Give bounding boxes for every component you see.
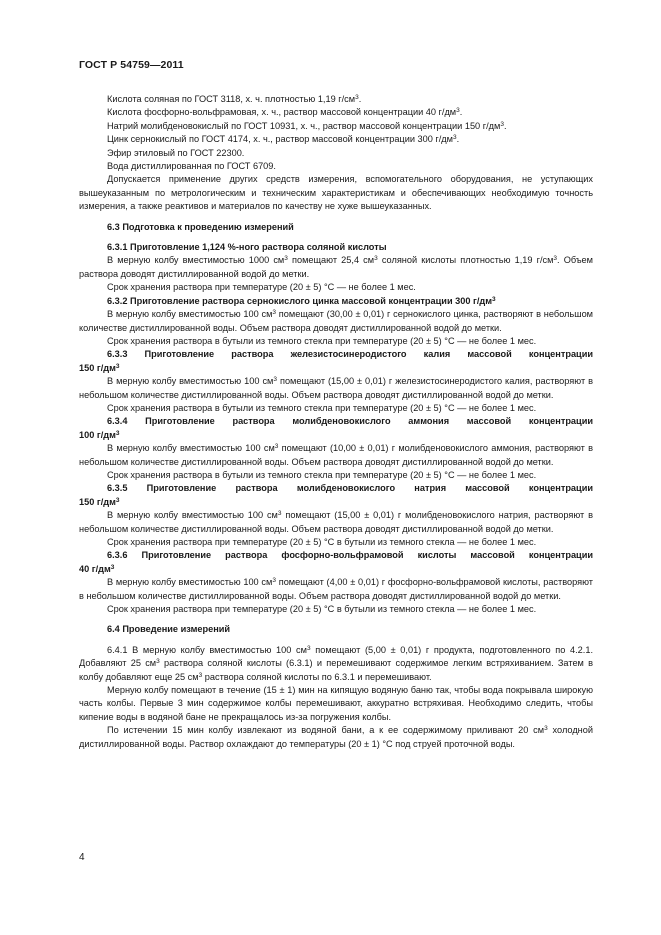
subsection-heading-6-3-6-cont: 40 $г/дм^3$: [79, 563, 115, 574]
reagent-item: Натрий молибденовокислый по ГОСТ 10931, х. ч., раствор массовой концентрации 150 $г/дм^3$.: [107, 120, 507, 131]
document-body: [79, 93, 593, 751]
subsection-heading-6-3-5: 6.3.5 Приготовление раствора молибденовокислого натрия массовой концентрации: [107, 483, 593, 494]
paragraph: В мерную колбу вместимостью 100 $см^3$ помещают (30,00 ± 0,01) г сернокислого цинка, растворяют в небольшом количестве дистиллированной воды. Объем раствора доводят дистиллированной водой до метки.: [79, 309, 593, 333]
reagent-item: Эфир этиловый по ГОСТ 22300.: [107, 147, 245, 158]
allowance-paragraph: Допускается применение других средств измерения, вспомогательного оборудования, не уступающих вышеуказанным по метрологическим и техническим характеристикам и обеспечивающих необходимую точность измерения, а также реактивов и материалов по качеству не хуже вышеуказанных.: [79, 174, 593, 212]
paragraph: В мерную колбу вместимостью 100 $см^3$ помещают (4,00 ± 0,01) г фосфорно-вольфрамовой кислоты, растворяют в небольшом количестве дистиллированной воды. Объем раствора доводят дистиллированной водой до метки.: [79, 577, 593, 601]
reagent-item: Цинк сернокислый по ГОСТ 4174, х. ч., раствор массовой концентрации 300 $г/дм^3$.: [107, 134, 460, 145]
document-header: ГОСТ Р 54759—2011: [79, 59, 184, 71]
paragraph: В мерную колбу вместимостью 100 $см^3$ помещают (15,00 ± 0,01) г железистосинеродистого калия, растворяют в небольшом количестве дистиллированной воды. Объем раствора доводят дистиллированной водой до метки.: [79, 376, 594, 400]
paragraph: Срок хранения раствора при температуре (20 ± 5) °С — не более 1 мес.: [107, 282, 416, 293]
section-heading-6-4: 6.4 Проведение измерений: [107, 624, 231, 635]
reagent-item: Кислота соляная по ГОСТ 3118, х. ч. плотностью 1,19 $г/см^3$.: [107, 94, 362, 104]
subsection-heading-6-3-3-cont: 150 $г/дм^3$: [79, 362, 120, 373]
paragraph: Мерную колбу помещают в течение (15 ± 1) мин на кипящую водяную баню так, чтобы вода покрывала широкую часть колбы. Первые 3 мин содержимое колбы перемешивают, аккуратно встряхивая. Необходимо следить, чтобы кипение воды в водяной бане не прекращалось из-за погружения колбы.: [79, 685, 593, 722]
paragraph: Срок хранения раствора в бутыли из темного стекла при температуре (20 ± 5) °С — не более 1 мес.: [107, 335, 537, 346]
paragraph: Срок хранения раствора при температуре (20 ± 5) °С в бутыли из темного стекла — не более 1 мес.: [107, 537, 537, 547]
page-number: 4: [79, 852, 85, 863]
paragraph: Срок хранения раствора при температуре (20 ± 5) °С в бутыли из темного стекла — не более 1 мес.: [107, 604, 537, 615]
subsection-heading-6-3-4-cont: 100 $г/дм^3$: [79, 429, 120, 440]
section-heading-6-3: 6.3 Подготовка к проведению измерений: [107, 221, 294, 232]
paragraph: Срок хранения раствора в бутыли из темного стекла при температуре (20 ± 5) °С — не более 1 мес.: [107, 469, 537, 480]
paragraph: По истечении 15 мин колбу извлекают из водяной бани, а к ее содержимому приливают 20 $см^3$ холодной дистиллированной воды. Раствор охлаждают до температуры (20 ± 1) °С под струей проточной воды.: [79, 725, 594, 749]
subsection-heading-6-3-3: 6.3.3 Приготовление раствора железистосинеродистого калия массовой концентрации: [107, 349, 593, 360]
paragraph: 6.4.1 В мерную колбу вместимостью 100 $см^3$ помещают (5,00 ± 0,01) г продукта, подготовленного по 4.2.1. Добавляют 25 $см^3$ раствора соляной кислоты (6.3.1) и перемешивают содержимое легким встряхиванием. Затем в колбу добавляют еще 25 $см^3$ раствора соляной кислоты по 6.3.1 и перемешивают.: [79, 644, 593, 682]
subsection-heading-6-3-2: 6.3.2 Приготовление раствора сернокислого цинка массовой концентрации 300 $г/дм^3$: [107, 295, 496, 306]
paragraph: В мерную колбу вместимостью 1000 $см^3$ помещают 25,4 $см^3$ соляной кислоты плотностью 1,19 $г/см^3$. Объем раствора доводят дистиллированной водой до метки.: [79, 255, 593, 279]
reagent-item: Вода дистиллированная по ГОСТ 6709.: [107, 161, 276, 172]
paragraph: В мерную колбу вместимостью 100 $см^3$ помещают (10,00 ± 0,01) г молибденовокислого аммония, растворяют в небольшом количестве дистиллированной воды. Объем раствора доводят дистиллированной водой до метки.: [79, 443, 594, 467]
paragraph: В мерную колбу вместимостью 100 $см^3$ помещают (15,00 ± 0,01) г молибденовокислого натрия, растворяют в небольшом количестве дистиллированной воды. Объем раствора доводят дистиллированной водой до метки.: [79, 510, 594, 534]
reagent-item: Кислота фосфорно-вольфрамовая, х. ч., раствор массовой концентрации 40 $г/дм^3$.: [107, 107, 463, 118]
subsection-heading-6-3-4: 6.3.4 Приготовление раствора молибденовокислого аммония массовой концентрации: [107, 416, 593, 427]
subsection-heading-6-3-1: 6.3.1 Приготовление 1,124 %-ного раствора соляной кислоты: [107, 242, 387, 253]
paragraph: Срок хранения раствора в бутыли из темного стекла при температуре (20 ± 5) °С — не более 1 мес.: [107, 402, 537, 413]
subsection-heading-6-3-5-cont: 150 $г/дм^3$: [79, 496, 120, 507]
subsection-heading-6-3-6: 6.3.6 Приготовление раствора фосфорно-вольфрамовой кислоты массовой концентрации: [107, 550, 593, 561]
